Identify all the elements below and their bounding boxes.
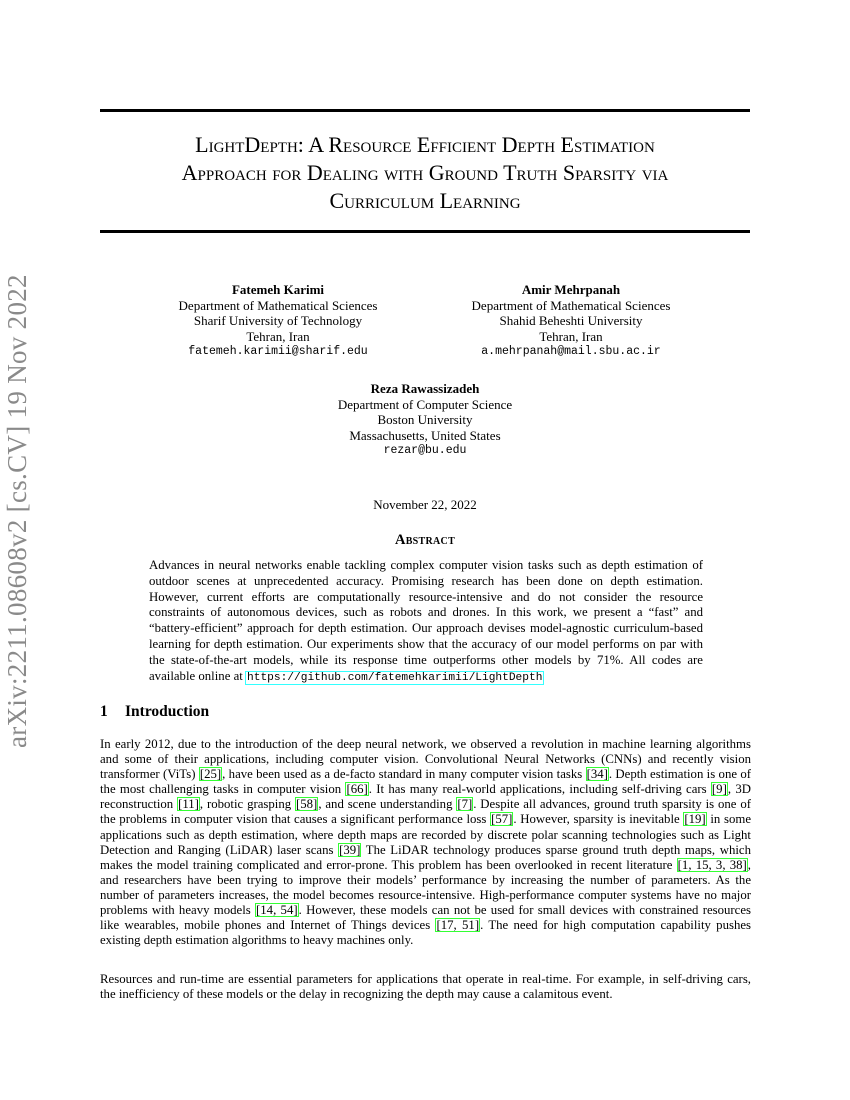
- author-institution: Shahid Beheshti University: [499, 313, 643, 328]
- author-block-karimi: [168, 282, 388, 360]
- author-department: Department of Mathematical Sciences: [471, 297, 671, 313]
- abstract-body: Advances in neural networks enable tackling complex computer vision tasks such as depth estimation of outdoor scenes at unprecedented accuracy. Promising research has been done on depth estimation. However, current efforts are computationally resource-intensive and do not consider the resource constraints of autonomous devices, such as robots and drones. In this work, we present a “fast” and “battery-efficient” approach for depth estimation. Our approach devises model-agnostic curriculum-based learning for depth estimation. Our experiments show that the accuracy of our model performs on par with the state-of-the-art models, while its response time outperforms other models by 71%. All codes are available online at: [149, 558, 703, 683]
- author-name: Fatemeh Karimi: [231, 282, 325, 297]
- author-name: Reza Rawassizadeh: [370, 381, 480, 396]
- paragraph-text: . However, these models can not be used for small devices with constrained resources like wearables, mobile phones and Internet of Things devices: [100, 903, 752, 933]
- author-department: Department of Mathematical Sciences: [178, 297, 378, 313]
- paragraph-text: . Depth estimation is one of the most challenging tasks in computer vision: [100, 767, 752, 797]
- title-line-3: Curriculum Learning: [329, 188, 521, 213]
- publication-date: November 22, 2022: [373, 497, 477, 512]
- title-line-1: LightDepth: A Resource Efficient Depth Estimation: [195, 132, 655, 157]
- section-title: Introduction: [125, 703, 210, 720]
- author-location: Tehran, Iran: [246, 328, 310, 344]
- citation-link[interactable]: [66]: [346, 782, 368, 797]
- paragraph-text: In early 2012, due to the introduction of the deep neural network, we observed a revolution in machine learning algorithms and some of their applications, including computer vision. Convolutional Neural Networks (CNNs) and recently vision transformer (ViTs): [100, 737, 751, 782]
- paragraph-text: in some applications such as depth estimation, where depth maps are recorded by discrete polar scanning technologies such as Light Detection and Ranging (LiDAR) laser scans: [100, 812, 751, 857]
- citation-link[interactable]: [34]: [586, 767, 608, 782]
- author-email[interactable]: rezar@bu.edu: [383, 444, 467, 457]
- paragraph-text: , have been used as a de-facto standard in many computer vision tasks: [222, 767, 586, 782]
- citation-link[interactable]: [58]: [296, 797, 318, 812]
- author-email[interactable]: fatemeh.karimii@sharif.edu: [188, 345, 368, 358]
- paragraph-text: , robotic grasping: [199, 797, 295, 812]
- citation-link[interactable]: [39]: [339, 842, 361, 857]
- section-heading-introduction: [100, 703, 209, 721]
- intro-paragraph-1: [100, 737, 751, 948]
- paragraph-text: . However, sparsity is inevitable: [513, 812, 684, 827]
- paragraph-text: , 3D reconstruction: [100, 782, 751, 812]
- author-location: Massachusetts, United States: [349, 427, 501, 443]
- section-number: 1: [100, 703, 108, 720]
- citation-link[interactable]: [11]: [178, 797, 199, 812]
- citation-link[interactable]: [57]: [491, 812, 513, 827]
- citation-link[interactable]: [9]: [711, 782, 727, 797]
- code-repository-link[interactable]: https://github.com/fatemehkarimii/LightDepth: [247, 671, 543, 684]
- title-bottom-rule: [100, 230, 750, 233]
- author-block-mehrpanah: [460, 282, 682, 360]
- title-line-2: Approach for Dealing with Ground Truth Sparsity via: [181, 160, 669, 185]
- author-email[interactable]: a.mehrpanah@mail.sbu.ac.ir: [481, 345, 661, 358]
- citation-link[interactable]: [7]: [457, 797, 473, 812]
- intro-paragraph-2: Resources and run-time are essential parameters for applications that operate in real-time. For example, in self-driving cars, the inefficiency of these models or the delay in recognizing the depth may cause a calamitous event.: [100, 972, 751, 1002]
- citation-link[interactable]: [25]: [199, 767, 222, 782]
- paper-title: [100, 131, 750, 215]
- paragraph-text: , and scene understanding: [318, 797, 457, 812]
- paragraph-text: The LiDAR technology produces sparse ground truth depth maps, which makes the model training complicated and error-prone. This problem has been overlooked in recent literature: [100, 842, 751, 872]
- author-department: Department of Computer Science: [337, 396, 513, 412]
- paragraph-text: . It has many real-world applications, including self-driving cars: [368, 782, 711, 797]
- paragraph-text: . Despite all advances, ground truth sparsity is one of the problems in computer vision that causes a significant performance loss: [100, 797, 751, 827]
- author-institution: Sharif University of Technology: [193, 313, 363, 328]
- citation-link[interactable]: [17, 51]: [436, 918, 480, 933]
- title-top-rule: [100, 109, 750, 112]
- citation-link[interactable]: [14, 54]: [256, 903, 298, 918]
- author-institution: Boston University: [377, 412, 473, 427]
- abstract-text: [149, 558, 703, 686]
- paragraph-text: . The need for high computation capability pushes existing depth estimation algorithms to heavy machines only.: [100, 918, 752, 948]
- abstract-heading: Abstract: [394, 532, 456, 548]
- arxiv-identifier-stamp: arXiv:2211.08608v2 [cs.CV] 19 Nov 2022: [2, 274, 32, 748]
- paragraph-text: , and researchers have been trying to improve their models’ performance by increasing the number of parameters. As the number of parameters increases, the model becomes resource-intensive. High-performance computer systems have no major problems with heavy models: [100, 857, 751, 918]
- author-block-rawassizadeh: [310, 381, 540, 459]
- author-location: Tehran, Iran: [539, 328, 603, 344]
- author-name: Amir Mehrpanah: [521, 282, 621, 297]
- citation-link[interactable]: [1, 15, 3, 38]: [677, 857, 747, 872]
- citation-link[interactable]: [19]: [684, 812, 706, 827]
